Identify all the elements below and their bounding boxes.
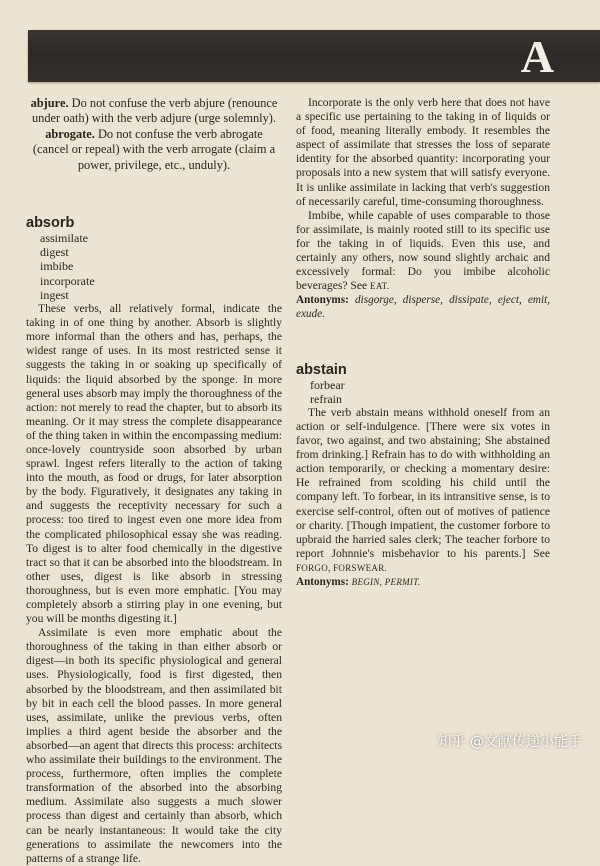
abstain-paragraph-1 [296,406,550,575]
absorb-paragraph-2: Assimilate is even more emphatic about the thoroughness of the taking in than either absorb or digest—in both its specific physiological and general uses. Physiologically, food is first digested, then absorbed by the bloodstream, and then assimilated bit by bit in each cell the blood passes. In more general uses, assimilate, unlike the previous verbs, often implies a third agent beside the absorber and the absorbed—an agent that directs this process: architects who assimilate their buildings to the environment. The process, furthermore, often implies the complete transformation of the absorbed into the absorbing medium. Assimilate also suggests a much slower process than digest and certainly than absorb, which can be nearly instantaneous: It would take the city generations to assimilate the newcomers into the patterns of a strange life. [26,626,282,865]
abstain-paragraph-1-text: The verb abstain means withhold oneself from an action or self-indulgence. [There were six votes in favor, two against, and two abstaining; She abstained from drinking.] Refrain has to do with withholding an action temporarily, or checking a momentary desire: He refrained from scolding his child until the company left. To forbear, in its intransitive sense, is to exercise self-control, often out of motives of patience or charity. [Though impatient, the customer forbore to upbraid the harried sales clerk; The teacher forbore to report Johnnie's misbehavior to his parents.] See [296,405,550,560]
headword-abrogate: abrogate. [45,126,95,141]
right-column [296,96,550,589]
antonyms-label: Antonyms: [296,294,349,307]
antonyms-absorb [296,293,550,321]
synonym-item: refrain [310,391,342,406]
synonym-list-abstain [296,378,550,406]
absorb-paragraph-1: These verbs, all relatively formal, indicate the taking in of one thing by another. Absorb is slightly more informal than the others and has, perhaps, the widest range of uses. In its most restricted sense it suggests the taking in or soaking up specifically of liquids: the liquid absorbed by the sponge. In more general uses absorb may imply the thoroughness of the action: not merely to read the chapter, but to absorb its meaning. Or it may stress the complete disappearance of the thing taken in within the encompassing medium: once-lovely countryside soon absorbed by urban sprawl. Ingest refers literally to the action of taking into the mouth, as food or drugs, for later absorption by the body. Figuratively, it designates any taking in and suggests the receptivity necessary for such a process: too tired to ingest even one more idea from the complicated philosophical essay she was reading. To digest is to alter food chemically in the digestive tract so that it can be absorbed into the bloodstream. In other uses, digest is like absorb in stressing thoroughness, but is even more emphatic. [You may completely absorb a stirring play in one evening, but you will be months digesting it.] [26,302,282,626]
absorb-paragraph-3: Incorporate is the only verb here that does not have a specific use pertaining to the taking in of liquids or of food, meaning literally embody. It resembles the aspect of assimilate that stresses the loss of separate identity for the absorbed quantity: incorporating your proposals into a new system that will satisfy everyone. It is unlike assimilate in lacking that verb's suggestion of necessarily careful, time-consuming thoroughness. [296,96,550,208]
watermark-text: 知乎 @文献传递小能手 [437,734,582,750]
cross-reference: FORGO, FORSWEAR. [296,562,388,573]
synonym-item: ingest [40,287,69,302]
antonyms-list: BEGIN, PERMIT. [351,577,421,588]
section-letter: A [520,31,554,82]
left-column [26,96,282,866]
absorb-paragraph-4-text: Imbibe, while capable of uses comparable to those for assimilate, is mainly rooted still to its specific use for the taking in of liquids. Even this use, and certainly any others, now sound slightly archaic and excessively formal: Do you imbibe alcoholic beverages? See [296,208,550,293]
synonym-list-absorb [26,231,282,302]
headword-abstain: abstain [296,361,347,378]
synonym-item: incorporate [40,273,95,288]
letter-header-band [28,30,600,82]
antonyms-abstain [296,575,550,589]
antonyms-label: Antonyms: [296,576,349,589]
headword-absorb: absorb [26,215,75,232]
synonym-item: digest [40,245,69,260]
watermark [438,729,582,753]
synonym-item: forbear [310,377,345,392]
synonym-item: assimilate [40,231,88,246]
entry-abjure [26,96,282,127]
entry-abrogate [26,127,282,173]
absorb-paragraph-4 [296,209,550,294]
entry-abrogate-text: Do not confuse the verb abrogate (cancel or repeal) with the verb arrogate (claim a power, privilege, etc., unduly). [32,126,276,172]
headword-abjure: abjure. [30,96,69,110]
entry-abjure-text: Do not confuse the verb abjure (renounce under oath) with the verb adjure (urge solemnly). [31,96,278,126]
cross-reference: EAT. [370,281,390,292]
antonyms-list: disgorge, disperse, dissipate, eject, emit, exude. [296,294,551,321]
synonym-item: imbibe [40,259,74,274]
